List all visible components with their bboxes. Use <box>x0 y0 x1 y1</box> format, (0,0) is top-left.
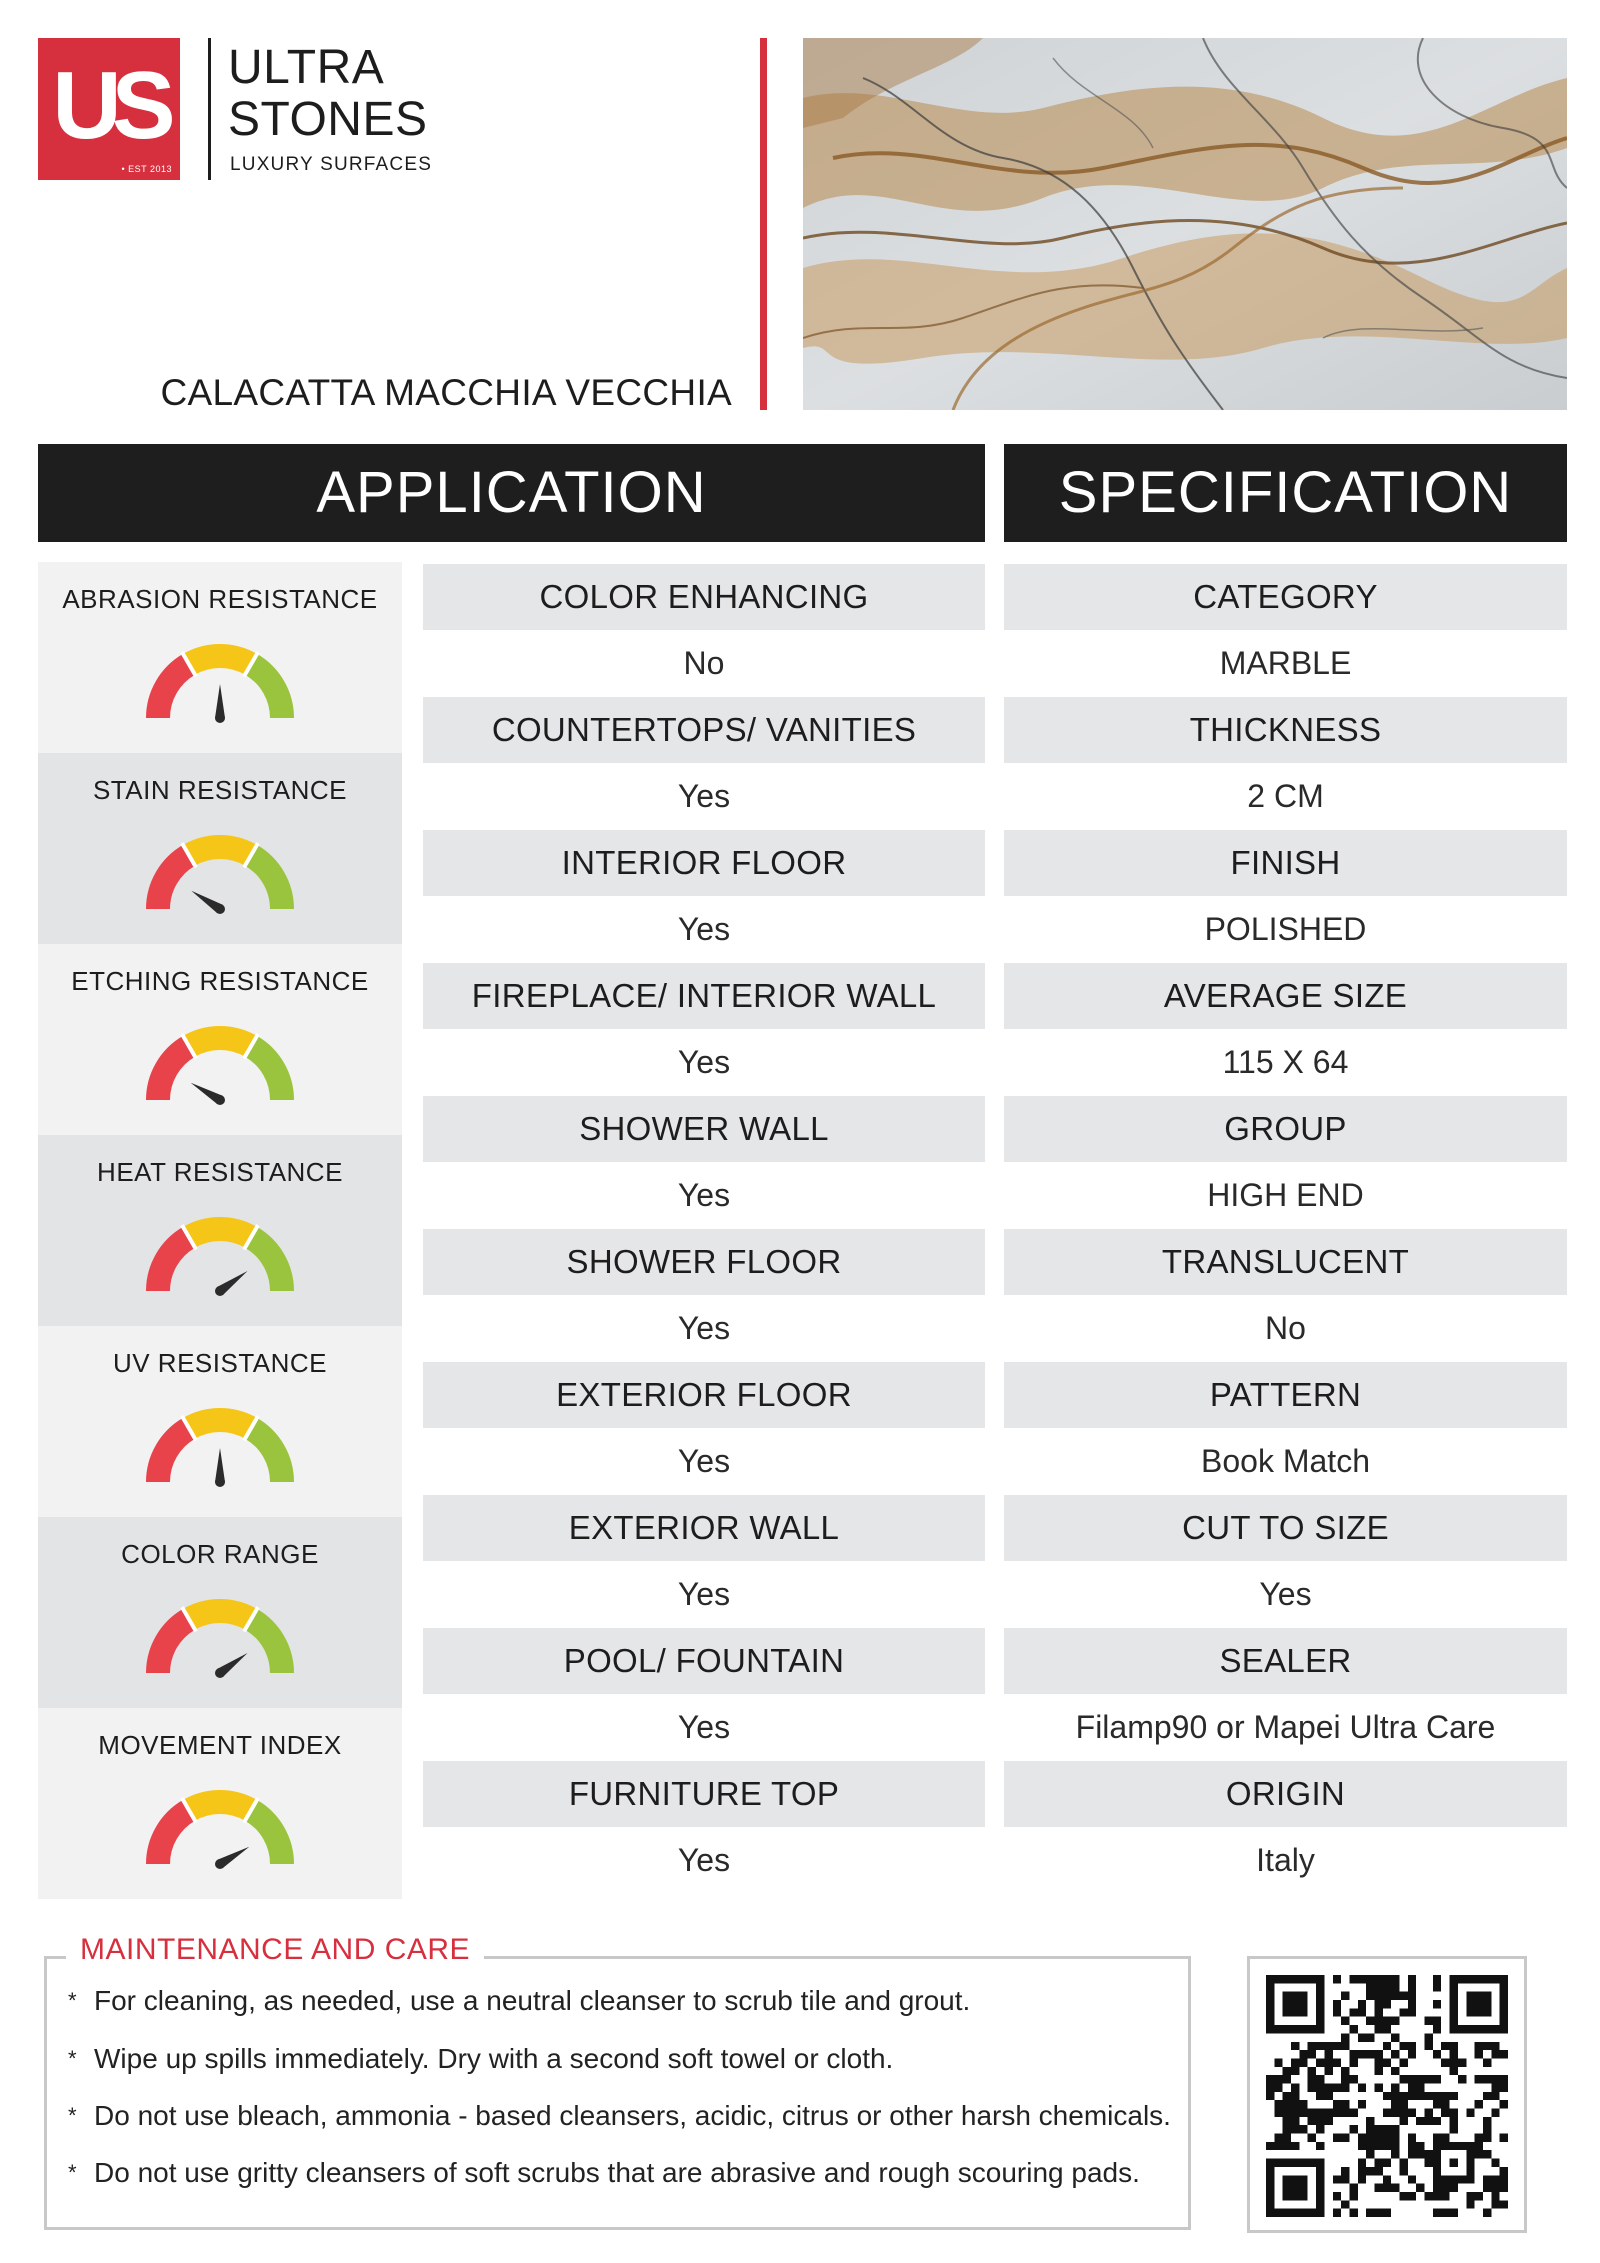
gauge-icon <box>145 1786 295 1876</box>
specification-label: ORIGIN <box>1004 1761 1567 1827</box>
gauge-cell <box>38 1326 402 1517</box>
application-value: Yes <box>423 1295 985 1361</box>
application-label: POOL/ FOUNTAIN <box>423 1628 985 1694</box>
gauge-label: UV RESISTANCE <box>112 1348 328 1378</box>
gauge-cell <box>38 1135 402 1326</box>
application-value: No <box>423 630 985 696</box>
gauge-icon <box>145 831 295 921</box>
gauge-label: STAIN RESISTANCE <box>92 775 348 805</box>
application-label: SHOWER FLOOR <box>423 1229 985 1295</box>
specification-value: Yes <box>1004 1561 1567 1627</box>
application-value: Yes <box>423 1694 985 1760</box>
maintenance-item <box>68 2043 893 2075</box>
brand-tagline: LUXURY SURFACES <box>230 154 433 175</box>
application-value: Yes <box>423 1428 985 1494</box>
application-value: Yes <box>423 1827 985 1893</box>
marble-slab-image <box>803 38 1567 410</box>
specification-value: No <box>1004 1295 1567 1361</box>
application-label: SHOWER WALL <box>423 1096 985 1162</box>
specification-value: HIGH END <box>1004 1162 1567 1228</box>
application-label: COLOR ENHANCING <box>423 564 985 630</box>
specification-label: GROUP <box>1004 1096 1567 1162</box>
maintenance-item-text: Do not use bleach, ammonia - based cleansers, acidic, citrus or other harsh chemicals. <box>94 2100 1171 2131</box>
gauge-needle <box>215 684 225 718</box>
application-value: Yes <box>423 1029 985 1095</box>
application-label: FURNITURE TOP <box>423 1761 985 1827</box>
qr-code-frame <box>1247 1956 1527 2233</box>
gauge-cell <box>38 944 402 1135</box>
application-value: Yes <box>423 1162 985 1228</box>
bullet-icon: * <box>68 2160 77 2185</box>
logo-established: • EST 2013 <box>121 164 172 174</box>
maintenance-item-text: For cleaning, as needed, use a neutral cleanser to scrub tile and grout. <box>94 1985 971 2016</box>
specification-label: CUT TO SIZE <box>1004 1495 1567 1561</box>
specification-label: FINISH <box>1004 830 1567 896</box>
specification-label: CATEGORY <box>1004 564 1567 630</box>
gauge-label: HEAT RESISTANCE <box>97 1157 343 1187</box>
gauge-label: MOVEMENT INDEX <box>98 1730 342 1760</box>
bullet-icon: * <box>68 2103 77 2128</box>
maintenance-item <box>68 2100 1171 2132</box>
application-header: APPLICATION <box>38 444 985 542</box>
specification-value: Filamp90 or Mapei Ultra Care <box>1004 1694 1567 1760</box>
maintenance-item-text: Wipe up spills immediately. Dry with a second soft towel or cloth. <box>94 2043 894 2074</box>
product-name: CALACATTA MACCHIA VECCHIA <box>160 372 732 413</box>
gauge-label: COLOR RANGE <box>121 1539 319 1569</box>
specification-value: 115 X 64 <box>1004 1029 1567 1095</box>
specification-label: PATTERN <box>1004 1362 1567 1428</box>
gauge-cell <box>38 562 402 753</box>
gauge-cell <box>38 753 402 944</box>
red-divider <box>760 38 767 410</box>
qr-code-icon <box>1266 1975 1508 2217</box>
gauge-icon <box>145 1022 295 1112</box>
gauge-cell <box>38 1517 402 1708</box>
specification-label: TRANSLUCENT <box>1004 1229 1567 1295</box>
application-value: Yes <box>423 763 985 829</box>
specification-value: POLISHED <box>1004 896 1567 962</box>
gauge-icon <box>145 1404 295 1494</box>
application-label: FIREPLACE/ INTERIOR WALL <box>423 963 985 1029</box>
specification-value: Book Match <box>1004 1428 1567 1494</box>
specification-value: 2 CM <box>1004 763 1567 829</box>
maintenance-item <box>68 1985 970 2017</box>
gauge-label: ETCHING RESISTANCE <box>71 966 369 996</box>
specification-value: MARBLE <box>1004 630 1567 696</box>
logo-mark: US <box>52 52 166 159</box>
brand-logo <box>38 38 180 180</box>
gauge-icon <box>145 1595 295 1685</box>
brand-name-line2: STONES <box>228 93 428 146</box>
maintenance-item <box>68 2157 1140 2189</box>
application-label: EXTERIOR FLOOR <box>423 1362 985 1428</box>
gauge-icon <box>145 1213 295 1303</box>
application-value: Yes <box>423 896 985 962</box>
brand-name-line1: ULTRA <box>228 41 385 94</box>
specification-label: SEALER <box>1004 1628 1567 1694</box>
maintenance-item-text: Do not use gritty cleansers of soft scrubs that are abrasive and rough scouring pads. <box>94 2157 1140 2188</box>
specification-label: THICKNESS <box>1004 697 1567 763</box>
gauge-cell <box>38 1708 402 1899</box>
specification-label: AVERAGE SIZE <box>1004 963 1567 1029</box>
application-value: Yes <box>423 1561 985 1627</box>
application-label: EXTERIOR WALL <box>423 1495 985 1561</box>
gauge-label: ABRASION RESISTANCE <box>62 584 378 614</box>
bullet-icon: * <box>68 2046 77 2071</box>
maintenance-title: MAINTENANCE AND CARE <box>66 1933 484 1967</box>
specification-header: SPECIFICATION <box>1004 444 1567 542</box>
bullet-icon: * <box>68 1988 77 2013</box>
application-label: COUNTERTOPS/ VANITIES <box>423 697 985 763</box>
logo-divider <box>208 38 211 180</box>
application-label: INTERIOR FLOOR <box>423 830 985 896</box>
gauge-icon <box>145 640 295 730</box>
specification-value: Italy <box>1004 1827 1567 1893</box>
gauge-needle <box>215 1448 225 1482</box>
